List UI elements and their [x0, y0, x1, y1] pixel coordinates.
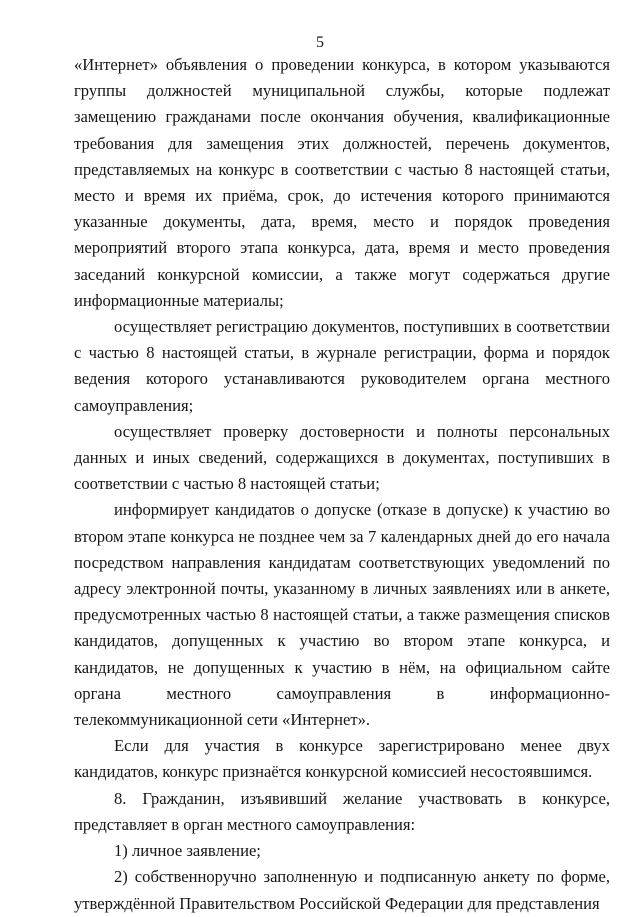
paragraph-data-verification: осуществляет проверку достоверности и полноты персональных данных и иных сведений, содержащихся в документах, поступивших в соответствии с частью 8 настоящей статьи; [74, 421, 610, 494]
paragraph-section-8: 8. Гражданин, изъявивший желание участвовать в конкурсе, представляет в орган местного самоуправления: [74, 788, 610, 834]
page-number: 5 [316, 34, 324, 51]
document-body [74, 52, 610, 917]
paragraph-competition-failed: Если для участия в конкурсе зарегистрировано менее двух кандидатов, конкурс признаётся конкурсной комиссией несостоявшимся. [74, 736, 610, 782]
list-item-questionnaire: 2) собственноручно заполненную и подписанную анкету по форме, утверждённой Правительством Российской Федерации для представления [74, 867, 610, 913]
paragraph-candidate-notification: информирует кандидатов о допуске (отказе в допуске) к участию во втором этапе конкурса не позднее чем за 7 календарных дней до его начала посредством направления кандидатам соответствующих уведомлений по адресу электронной почты, указанному в личных заявлениях или в анкете, предусмотренных частью 8 настоящей статьи, а также размещения списков кандидатов, допущенных к участию во втором этапе конкурса, и кандидатов, не допущенных к участию в нём, на официальном сайте органа местного самоуправления в информационно-телекоммуникационной сети «Интернет». [74, 500, 610, 730]
paragraph-announcement-contents: «Интернет» объявления о проведении конкурса, в котором указываются группы должностей муниципальной службы, которые подлежат замещению гражданами после окончания обучения, квалификационные требования для замещения этих должностей, перечень документов, представляемых на конкурс в соответствии с частью 8 настоящей статьи, место и время их приёма, срок, до истечения которого принимаются указанные документы, дата, время, место и порядок проведения мероприятий второго этапа конкурса, дата, время и место проведения заседаний конкурсной комиссии, а также могут содержаться другие информационные материалы; [74, 55, 610, 310]
list-item-personal-application: 1) личное заявление; [114, 841, 261, 861]
paragraph-document-registration: осуществляет регистрацию документов, поступивших в соответствии с частью 8 настоящей статьи, в журнале регистрации, форма и порядок ведения которого устанавливаются руководителем органа местного самоуправления; [74, 317, 610, 415]
